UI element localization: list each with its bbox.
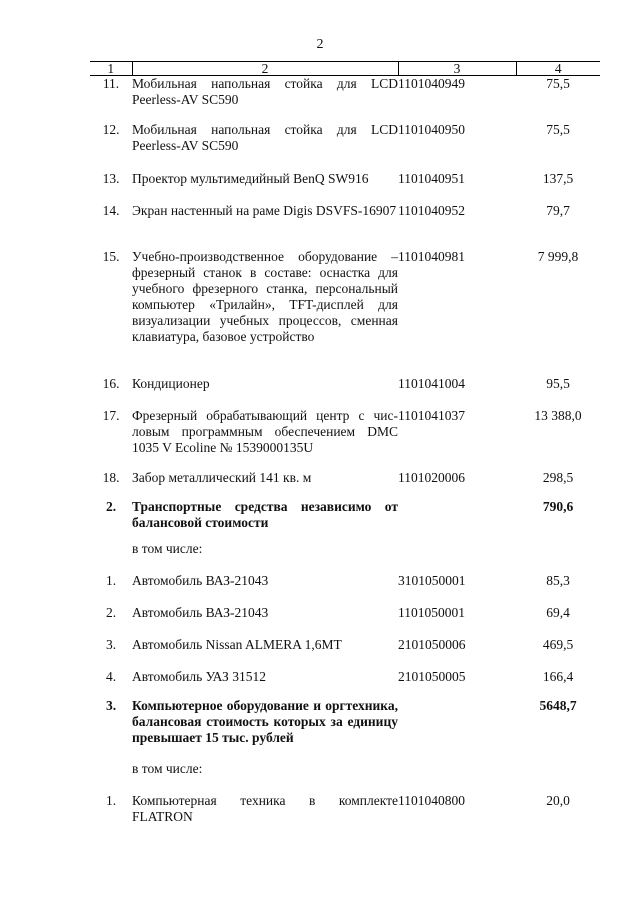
row-description: Экран настенный на раме Digis DSVFS-16907 — [132, 202, 397, 218]
row-description: Кондиционер — [132, 375, 210, 391]
row-inventory-code: 1101040951 — [398, 170, 465, 186]
table-row — [90, 605, 600, 637]
table-row — [90, 793, 600, 833]
row-inventory-code: 1101040949 — [398, 76, 465, 91]
column-header-2: 2 — [132, 62, 398, 76]
row-description: Мобильная напольная стойка для LCD Peerless-AV SC590 — [132, 76, 398, 107]
row-description: Компьютерная техника в комплекте FLATRON — [132, 792, 398, 824]
row-inventory-code: 1101020006 — [398, 469, 465, 485]
section-number: 3. — [105, 697, 117, 713]
row-value: 69,4 — [546, 604, 570, 620]
column-header-1: 1 — [90, 62, 132, 76]
row-number: 1. — [105, 792, 117, 808]
table-row — [90, 470, 600, 499]
row-description: Учебно-производственное оборудование – фрезерный станок в составе: оснастка для учебного фрезерного станка, персональный компьютер «Трилайн», TFT-дисплей для визуализации учебных процессов, сменная клавиатура, базовое устройство — [132, 248, 398, 344]
row-inventory-code: 1101041037 — [398, 407, 465, 423]
table-row — [90, 637, 600, 669]
table-row — [90, 249, 600, 376]
row-description: Мобильная напольная стойка для LCD Peerless-AV SC590 — [132, 121, 398, 153]
subheader-row — [90, 541, 600, 573]
section-value: 5648,7 — [539, 697, 577, 713]
section-row — [90, 499, 600, 541]
section-title: Транспортные средства независимо от балансовой стоимости — [132, 498, 398, 530]
row-value: 469,5 — [542, 636, 574, 652]
table-row — [90, 669, 600, 698]
row-inventory-code: 2101050005 — [398, 668, 466, 684]
row-inventory-code: 1101041004 — [398, 375, 465, 391]
row-value: 85,3 — [546, 572, 570, 588]
row-number: 4. — [105, 668, 117, 684]
row-number: 11. — [102, 76, 120, 91]
row-number: 14. — [102, 202, 120, 218]
table-header-row — [90, 62, 600, 76]
column-header-3: 3 — [398, 62, 516, 76]
row-description: Фрезерный обрабатывающий центр с числовым программным обеспечением DMC 1035 V Ecoline № 1539000135U — [132, 407, 398, 455]
row-description: Проектор мультимедийный BenQ SW916 — [132, 170, 369, 186]
row-number: 2. — [105, 604, 117, 620]
property-table — [90, 61, 600, 833]
row-inventory-code: 1101040800 — [398, 792, 465, 808]
subheader-row — [90, 761, 600, 793]
row-value: 75,5 — [546, 121, 570, 137]
row-value: 20,0 — [546, 792, 570, 808]
section-number: 2. — [105, 498, 117, 514]
row-inventory-code: 2101050006 — [398, 636, 466, 652]
table-row — [90, 76, 600, 122]
table-row — [90, 203, 600, 249]
subheader-text: в том числе: — [132, 540, 203, 556]
row-number: 17. — [102, 407, 120, 423]
section-row — [90, 698, 600, 761]
row-value: 95,5 — [546, 375, 570, 391]
page-number: 2 — [316, 37, 324, 52]
table-row — [90, 171, 600, 203]
row-description: Автомобиль УАЗ 31512 — [132, 668, 266, 684]
row-value: 75,5 — [546, 76, 570, 91]
row-number: 1. — [105, 572, 117, 588]
column-header-4: 4 — [516, 62, 600, 76]
row-value: 298,5 — [542, 469, 574, 485]
row-inventory-code: 1101050001 — [398, 604, 465, 620]
row-value: 166,4 — [542, 668, 574, 684]
row-number: 15. — [102, 248, 120, 264]
table-row — [90, 122, 600, 171]
row-number: 3. — [105, 636, 117, 652]
row-description: Автомобиль ВАЗ-21043 — [132, 604, 269, 620]
row-inventory-code: 1101040981 — [398, 248, 465, 264]
row-inventory-code: 1101040952 — [398, 202, 465, 218]
row-value: 13 388,0 — [534, 407, 582, 423]
section-value: 790,6 — [542, 498, 574, 514]
row-number: 18. — [102, 469, 120, 485]
row-value: 137,5 — [542, 170, 574, 186]
row-inventory-code: 3101050001 — [398, 572, 466, 588]
row-number: 13. — [102, 170, 120, 186]
row-value: 7 999,8 — [537, 248, 579, 264]
table-row — [90, 376, 600, 408]
row-number: 16. — [102, 375, 120, 391]
section-title: Компьютерное оборудование и оргтехника, балансовая стоимость которых за единицу превышает 15 тыс. рублей — [132, 697, 398, 745]
row-description: Автомобиль Nissan ALMERA 1,6MT — [132, 636, 342, 652]
row-description: Забор металлический 141 кв. м — [132, 469, 312, 485]
row-description: Автомобиль ВАЗ-21043 — [132, 572, 269, 588]
table-row — [90, 408, 600, 470]
subheader-text: в том числе: — [132, 760, 203, 776]
row-number: 12. — [102, 121, 120, 137]
row-inventory-code: 1101040950 — [398, 121, 465, 137]
table-row — [90, 573, 600, 605]
row-value: 79,7 — [546, 202, 570, 218]
